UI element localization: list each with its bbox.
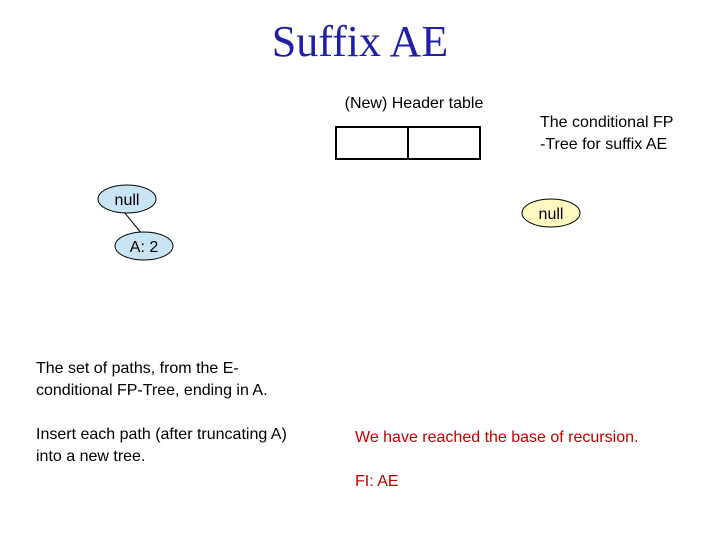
node-conditional-null-label: null	[538, 206, 564, 223]
base-of-recursion-note: We have reached the base of recursion.	[355, 429, 639, 446]
slide-title: Suffix AE	[271, 17, 449, 66]
node-a2-label: A: 2	[129, 239, 159, 256]
conditional-tree-label-line2: -Tree for suffix AE	[540, 136, 668, 153]
insert-description-line2: into a new tree.	[36, 448, 146, 465]
node-null-root-label: null	[114, 192, 140, 209]
paths-description-line1: The set of paths, from the E-	[36, 360, 239, 377]
paths-description-line2: conditional FP-Tree, ending in A.	[36, 382, 268, 399]
header-table-label: (New) Header table	[344, 95, 484, 112]
tree-edge-null-a	[124, 212, 142, 234]
insert-description-line1: Insert each path (after truncating A)	[36, 426, 287, 443]
insert-description	[36, 424, 336, 468]
conditional-tree-label-line1: The conditional FP	[540, 114, 674, 131]
frequent-itemset-note: FI: AE	[355, 473, 399, 490]
paths-description	[36, 358, 336, 402]
